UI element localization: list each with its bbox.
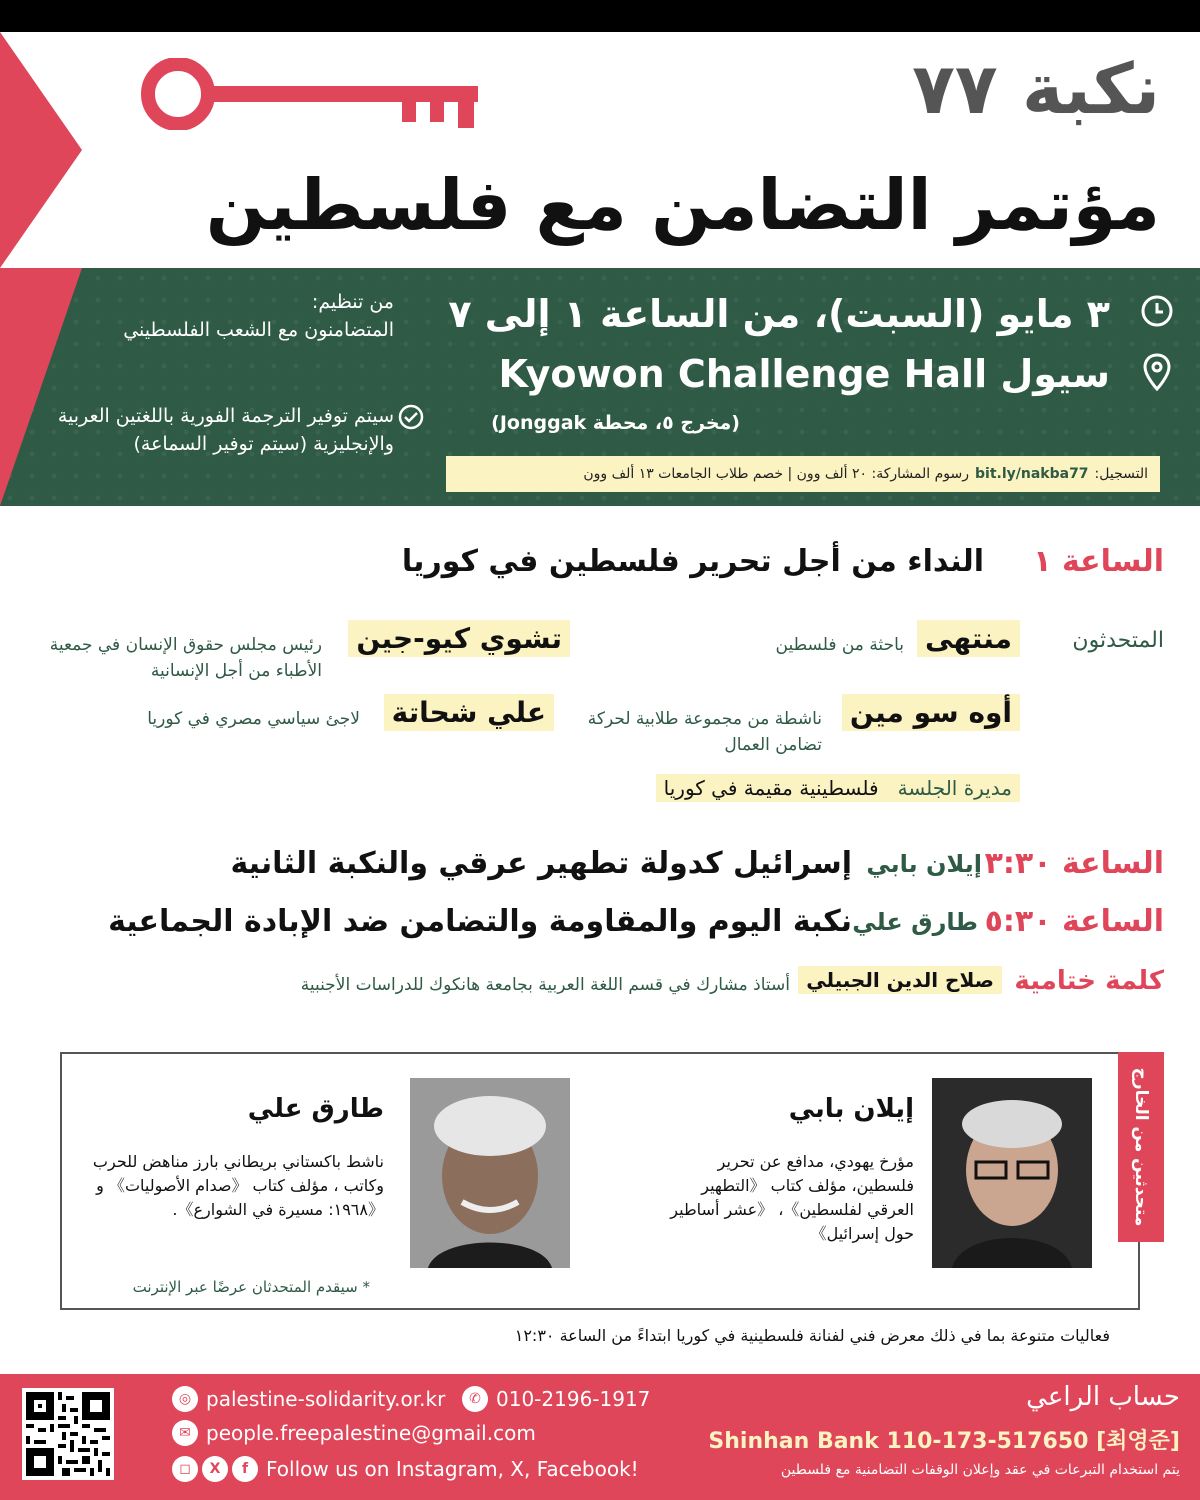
phone-text: 010-2196-1917 <box>496 1387 651 1411</box>
interpretation-note: سيتم توفير الترجمة الفورية باللغتين العربية والإنجليزية (سيتم توفير السماعة) <box>57 405 394 455</box>
qr-code[interactable] <box>22 1388 114 1480</box>
social-text: Follow us on Instagram, X, Facebook! <box>266 1457 639 1481</box>
pappe-name: إيلان بابي <box>788 1094 914 1124</box>
moderator-desc: فلسطينية مقيمة في كوريا <box>663 776 879 800</box>
location-pin-icon <box>1142 352 1172 392</box>
speaker-name: علي شحاتة <box>384 694 554 731</box>
guest-speakers-tab-label: متحدثين من الخارج <box>1131 1067 1151 1227</box>
red-flag-triangle <box>0 32 82 268</box>
ali-desc: ناشط باكستاني بريطاني بارز مناهض للحرب وكاتب ، مؤلف كتاب 《صدام الأصوليات》 و《١٩٦٨: مسيرة في الشوارع》. <box>92 1152 384 1219</box>
x-icon[interactable]: X <box>202 1456 228 1482</box>
session2-title: إسرائيل كدولة تطهير عرقي والنكبة الثانية <box>230 846 852 881</box>
venue-exit: (مخرج ٥، محطة Jonggak) <box>491 412 740 434</box>
phone-line[interactable] <box>462 1386 650 1412</box>
nakba-title: نكبة ٧٧ <box>912 48 1160 130</box>
clock-icon <box>1140 294 1174 328</box>
session2-speaker: إيلان بابي <box>866 850 982 878</box>
guest-speakers-tab <box>1118 1052 1164 1242</box>
mail-icon: ✉ <box>172 1420 198 1446</box>
phone-icon: ✆ <box>462 1386 488 1412</box>
speaker-desc: رئيس مجلس حقوق الإنسان في جمعية الأطباء من أجل الإنسانية <box>49 635 322 681</box>
ali-photo <box>410 1078 570 1268</box>
check-circle-icon <box>398 404 424 430</box>
pappe-photo <box>932 1078 1092 1268</box>
speaker-name: منتهى <box>917 620 1020 657</box>
email-line[interactable] <box>172 1420 536 1446</box>
registration-label: التسجيل: <box>1094 466 1148 482</box>
website-text: palestine-solidarity.or.kr <box>206 1387 446 1411</box>
speakers-label: المتحدثون <box>1072 628 1164 653</box>
session1-time: الساعة ١ <box>1033 544 1164 579</box>
website-line[interactable] <box>172 1386 445 1412</box>
ali-name: طارق علي <box>247 1094 384 1124</box>
closing-speaker: صلاح الدين الجبيلي <box>798 966 1002 994</box>
event-venue: سيول Kyowon Challenge Hall <box>498 352 1110 396</box>
participation-fees: رسوم المشاركة: ٢٠ ألف وون | خصم طلاب الجامعات ١٣ ألف وون <box>583 466 969 482</box>
session1-title: النداء من أجل تحرير فلسطين في كوريا <box>401 544 984 579</box>
speaker-desc: ناشطة من مجموعة طلابية لحركة تضامن العمال <box>587 709 822 755</box>
session3-speaker: طارق علي <box>852 908 978 936</box>
social-line <box>172 1456 639 1482</box>
moderator-label: مديرة الجلسة <box>897 776 1012 800</box>
online-note: * سيقدم المتحدثان عرضًا عبر الإنترنت <box>132 1278 370 1296</box>
moderator-box <box>656 774 1020 802</box>
closing-label: كلمة ختامية <box>1014 966 1164 996</box>
bank-account: Shinhan Bank 110-173-517650 [최영준] <box>708 1429 1180 1454</box>
speaker-name: تشوي كيو-جين <box>348 620 570 657</box>
globe-icon: ◎ <box>172 1386 198 1412</box>
activities-note: فعاليات متنوعة بما في ذلك معرض فني لفنانة فلسطينية في كوريا ابتداءً من الساعة ١٢:٣٠ <box>514 1326 1110 1345</box>
speaker-desc: باحثة من فلسطين <box>775 635 904 655</box>
key-icon <box>138 58 483 130</box>
red-flag-triangle-lower <box>0 268 82 506</box>
conference-title: مؤتمر التضامن مع فلسطين <box>205 164 1160 246</box>
email-text: people.freepalestine@gmail.com <box>206 1421 536 1445</box>
speaker-desc: لاجئ سياسي مصري في كوريا <box>147 709 360 729</box>
organizer-name: المتضامنون مع الشعب الفلسطيني <box>123 319 394 341</box>
pappe-desc: مؤرخ يهودي، مدافع عن تحرير فلسطين، مؤلف كتاب 《التطهير العرقي لفلسطين》، 《عشر أساطير حول إسرائيل》 <box>670 1152 914 1243</box>
top-black-bar <box>0 0 1200 32</box>
session3-time: الساعة ٥:٣٠ <box>984 904 1164 939</box>
facebook-icon[interactable]: f <box>232 1456 258 1482</box>
speaker-name: أوه سو مين <box>842 694 1020 731</box>
closing-desc: أستاذ مشارك في قسم اللغة العربية بجامعة هانكوك للدراسات الأجنبية <box>300 975 790 995</box>
organizer-label: من تنظيم: <box>311 291 394 313</box>
instagram-icon[interactable]: ◻ <box>172 1456 198 1482</box>
registration-box <box>446 456 1160 492</box>
registration-link[interactable]: bit.ly/nakba77 <box>975 466 1089 482</box>
session2-time: الساعة ٣:٣٠ <box>984 846 1164 881</box>
donation-note: يتم استخدام التبرعات في عقد وإعلان الوقفات التضامنية مع فلسطين <box>780 1462 1180 1478</box>
event-date: ٣ مايو (السبت)، من الساعة ١ إلى ٧ <box>448 292 1110 336</box>
session3-title: نكبة اليوم والمقاومة والتضامن ضد الإبادة الجماعية <box>108 904 852 939</box>
sponsor-title: حساب الراعي <box>1026 1382 1180 1412</box>
organizer-block <box>94 288 394 344</box>
